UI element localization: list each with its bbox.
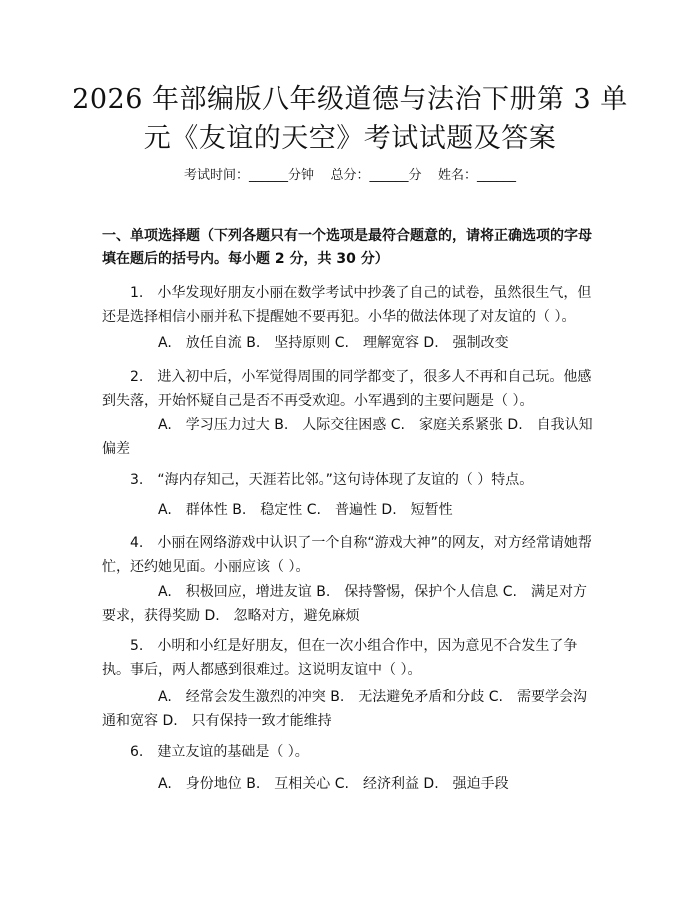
question-6-options: A. 身份地位 B. 互相关心 C. 经济利益 D. 强迫手段 bbox=[158, 776, 509, 792]
exam-meta-line: 考试时间：______分钟 总分：______分 姓名：______ bbox=[183, 168, 517, 183]
exam-title: 2026 年部编版八年级道德与法治下册第 3 单元《友谊的天空》考试试题及答案 bbox=[72, 84, 628, 154]
question-3-options: A. 群体性 B. 稳定性 C. 普遍性 D. 短暂性 bbox=[158, 502, 453, 518]
question-4-stem: 4. 小丽在网络游戏中认识了一个自称“游戏大神”的网友，对方经常请她帮忙，还约她见面。小丽应该（ ）。 bbox=[102, 535, 592, 575]
question-2-stem: 2. 进入初中后，小军觉得周围的同学都变了，很多人不再和自己玩。他感到失落，开始怀疑自己是否不再受欢迎。小军遇到的主要问题是（ ）。 bbox=[102, 369, 592, 409]
question-6-stem: 6. 建立友谊的基础是（ ）。 bbox=[130, 744, 309, 760]
question-4-options: A. 积极回应，增进友谊 B. 保持警惕，保护个人信息 C. 满足对方要求，获得奖励 D. 忽略对方，避免麻烦 bbox=[102, 584, 587, 624]
question-2-options: A. 学习压力过大 B. 人际交往困惑 C. 家庭关系紧张 D. 自我认知偏差 bbox=[102, 417, 593, 457]
question-3-stem: 3. “海内存知己，天涯若比邻。”这句诗体现了友谊的（ ）特点。 bbox=[130, 472, 534, 488]
question-1-stem: 1. 小华发现好朋友小丽在数学考试中抄袭了自己的试卷，虽然很生气，但还是选择相信小丽并私下提醒她不要再犯。小华的做法体现了对友谊的（ ）。 bbox=[102, 285, 592, 325]
question-5-stem: 5. 小明和小红是好朋友，但在一次小组合作中，因为意见不合发生了争执。事后，两人都感到很难过。这说明友谊中（ ）。 bbox=[102, 638, 578, 678]
question-5-options: A. 经常会发生激烈的冲突 B. 无法避免矛盾和分歧 C. 需要学会沟通和宽容 D. 只有保持一致才能维持 bbox=[102, 689, 587, 729]
section-heading: 一、单项选择题（下列各题只有一个选项是最符合题意的，请将正确选项的字母填在题后的括号内。每小题 2 分，共 30 分） bbox=[102, 228, 592, 267]
question-1-options: A. 放任自流 B. 坚持原则 C. 理解宽容 D. 强制改变 bbox=[158, 335, 509, 351]
